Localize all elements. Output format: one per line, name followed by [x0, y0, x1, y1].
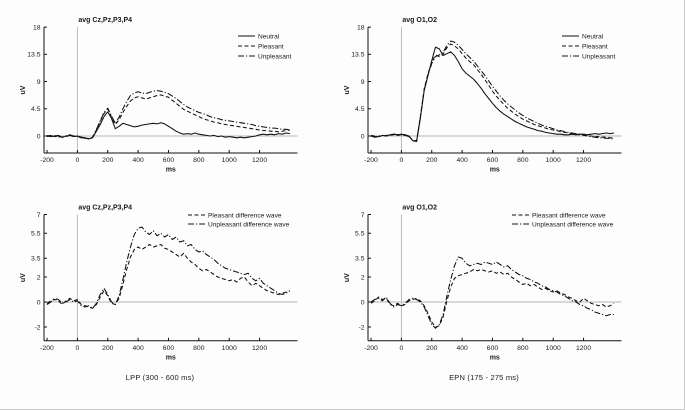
- subplot-title: avg Cz,Pz,P3,P4: [78, 17, 133, 25]
- subplot-title: avg O1,O2: [402, 17, 438, 25]
- subplot-title: avg O1,O2: [402, 204, 438, 212]
- y-tick-label: 0: [360, 299, 365, 307]
- y-tick-label: 4.5: [355, 106, 365, 114]
- x-tick-label: 200: [426, 344, 438, 352]
- x-tick-label: 1200: [251, 344, 268, 352]
- y-tick-label: 4.5: [31, 106, 41, 114]
- x-tick-label: 1200: [575, 156, 592, 164]
- subplot-title: avg Cz,Pz,P3,P4: [78, 204, 133, 212]
- x-tick-label: 600: [162, 344, 175, 352]
- x-tick-label: 800: [517, 156, 529, 164]
- subplot-epn-difference-waves: [334, 195, 664, 390]
- y-tick-label: 2: [360, 274, 365, 282]
- legend-label: Unpleasant: [258, 53, 292, 61]
- subplot-epn-waveforms: [334, 5, 664, 200]
- x-tick-label: 200: [426, 156, 438, 164]
- x-tick-label: 400: [456, 156, 468, 164]
- legend-label: Neutral: [258, 33, 280, 41]
- y-tick-label: -2: [34, 324, 41, 332]
- series-line-pleasant-difference-wave: [47, 245, 290, 309]
- y-tick-label: 18: [356, 24, 365, 32]
- legend-label: Pleasant: [582, 43, 608, 51]
- series-line-pleasant-difference-wave: [371, 270, 614, 328]
- y-tick-label: 0: [360, 133, 365, 141]
- x-tick-label: 1000: [545, 344, 561, 352]
- x-tick-label: 0: [75, 156, 80, 164]
- y-axis-label: uV: [20, 85, 27, 95]
- subplot-lpp-waveforms: [10, 5, 340, 200]
- y-tick-label: 0: [36, 299, 41, 307]
- x-tick-label: -200: [40, 344, 54, 352]
- legend-label: Neutral: [582, 33, 604, 41]
- y-axis-label: uV: [344, 273, 351, 283]
- legend-label: Pleasant: [258, 43, 284, 51]
- y-tick-label: 7: [36, 211, 41, 219]
- y-tick-label: -2: [358, 324, 365, 332]
- series-line-pleasant: [47, 95, 290, 138]
- y-tick-label: 9: [360, 78, 365, 86]
- x-axis-label: ms: [165, 354, 176, 362]
- x-tick-label: 400: [456, 344, 468, 352]
- caption-epn: EPN (175 - 275 ms): [449, 373, 519, 382]
- x-tick-label: -200: [364, 344, 378, 352]
- x-tick-label: 600: [486, 344, 499, 352]
- series-line-unpleasant-difference-wave: [47, 227, 290, 308]
- x-tick-label: 800: [517, 344, 529, 352]
- y-tick-label: 0: [36, 133, 41, 141]
- y-tick-label: 13.5: [351, 51, 365, 59]
- x-tick-label: 600: [486, 156, 499, 164]
- x-axis-label: ms: [489, 354, 500, 362]
- x-tick-label: 600: [162, 156, 175, 164]
- y-tick-label: 18: [32, 24, 41, 32]
- x-tick-label: 1000: [545, 156, 561, 164]
- legend-label: Pleasant difference wave: [208, 212, 282, 220]
- x-tick-label: 800: [193, 344, 205, 352]
- x-tick-label: 0: [399, 156, 404, 164]
- y-tick-label: 3.5: [355, 255, 365, 263]
- x-tick-label: 0: [75, 344, 80, 352]
- series-line-unpleasant-difference-wave: [371, 257, 614, 328]
- x-tick-label: 1200: [251, 156, 268, 164]
- y-tick-label: 13.5: [27, 51, 41, 59]
- x-tick-label: -200: [364, 156, 378, 164]
- legend-label: Unpleasant difference wave: [208, 221, 290, 229]
- y-tick-label: 5.5: [31, 230, 41, 238]
- x-tick-label: 200: [102, 156, 114, 164]
- y-axis-label: uV: [20, 273, 27, 283]
- y-tick-label: 5.5: [355, 230, 365, 238]
- x-tick-label: 1000: [221, 156, 237, 164]
- x-tick-label: 400: [132, 156, 144, 164]
- caption-lpp: LPP (300 - 600 ms): [125, 373, 195, 382]
- x-tick-label: -200: [40, 156, 54, 164]
- x-tick-label: 0: [399, 344, 404, 352]
- series-line-neutral: [371, 47, 614, 141]
- y-axis-label: uV: [344, 85, 351, 95]
- legend-label: Unpleasant difference wave: [532, 221, 614, 229]
- x-tick-label: 1000: [221, 344, 237, 352]
- series-line-pleasant: [371, 44, 614, 141]
- legend-label: Unpleasant: [582, 53, 616, 61]
- x-axis-label: ms: [165, 166, 176, 174]
- y-tick-label: 9: [36, 78, 41, 86]
- x-tick-label: 800: [193, 156, 205, 164]
- subplot-lpp-difference-waves: [10, 195, 340, 390]
- x-tick-label: 1200: [575, 344, 592, 352]
- x-axis-label: ms: [489, 166, 500, 174]
- legend-label: Pleasant difference wave: [532, 212, 606, 220]
- y-tick-label: 7: [360, 211, 365, 219]
- y-tick-label: 3.5: [31, 255, 41, 263]
- y-tick-label: 2: [36, 274, 41, 282]
- x-tick-label: 200: [102, 344, 114, 352]
- x-tick-label: 400: [132, 344, 144, 352]
